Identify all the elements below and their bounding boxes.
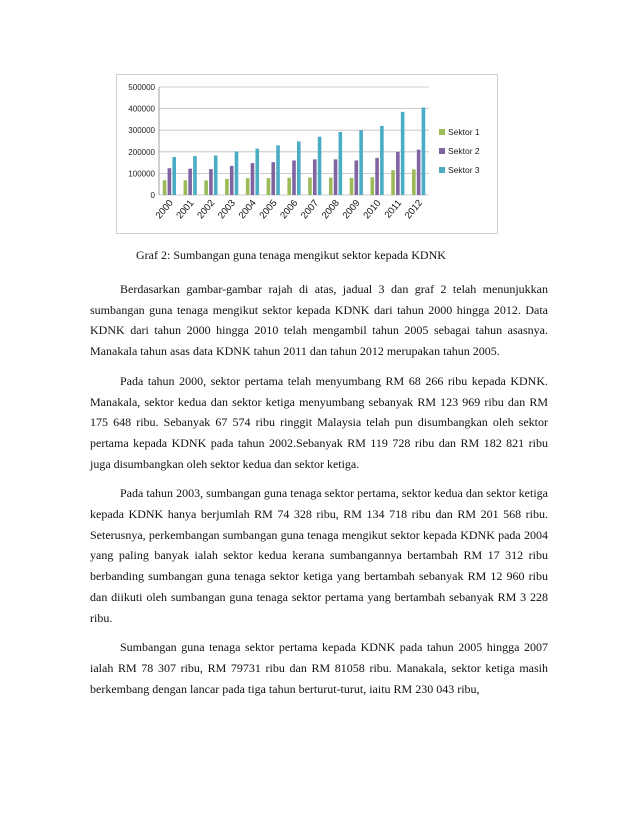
x-tick-label: 2003 [215, 197, 238, 222]
legend-swatch [439, 148, 445, 154]
y-tick-label: 100000 [128, 169, 155, 179]
x-tick-label: 2006 [278, 197, 301, 222]
bar-sektor-2-2006 [292, 160, 296, 195]
bar-sektor-2-2002 [209, 169, 213, 195]
x-tick-label: 2010 [361, 197, 384, 222]
paragraph: Pada tahun 2003, sumbangan guna tenaga sektor pertama, sektor kedua dan sektor ketiga kepada KDNK hanya berjumlah RM 74 328 ribu, RM 134 718 ribu dan RM 201 568 ribu. Seterusnya, perkembangan sumbangan guna tenaga mengikut sektor kepada KDNK pada 2004 yang paling banyak ialah sektor kedua kerana sumbangannya bertambah RM 17 312 ribu berbanding sumbangan guna tenaga sektor ketiga yang bertambah sebanyak RM 12 960 ribu dan diikuti oleh sumbangan guna tenaga sektor pertama yang bertambah sebanyak RM 3 228 ribu. [90, 486, 548, 625]
bar-sektor-1-2002 [204, 180, 208, 195]
bar-sektor-2-2008 [334, 159, 338, 195]
legend-label: Sektor 3 [448, 165, 480, 175]
bar-sektor-2-2000 [168, 168, 172, 195]
bar-sektor-3-2007 [318, 137, 322, 195]
bar-sektor-2-2003 [230, 166, 234, 195]
body-text [90, 279, 548, 708]
y-tick-label: 200000 [128, 147, 155, 157]
paragraph: Berdasarkan gambar-gambar rajah di atas, jadual 3 dan graf 2 telah menunjukkan sumbangan guna tenaga mengikut sektor kepada KDNK dari tahun 2000 hingga 2012. Data KDNK dari tahun 2000 hingga 2010 telah mengambil tahun 2005 sebagai tahun asasnya. Manakala tahun asas data KDNK tahun 2011 dan tahun 2012 merupakan tahun 2005. [90, 282, 548, 359]
bar-sektor-1-2008 [329, 178, 333, 195]
paragraph: Sumbangan guna tenaga sektor pertama kepada KDNK pada tahun 2005 hingga 2007 ialah RM 78 307 ribu, RM 79731 ribu dan RM 81058 ribu. Manakala, sektor ketiga masih berkembang dengan lancar pada tiga tahun berturut-turut, iaitu RM 230 043 ribu, [90, 640, 548, 696]
bar-sektor-3-2004 [255, 149, 259, 195]
legend-swatch [439, 129, 445, 135]
bar-sektor-2-2004 [251, 163, 255, 195]
x-tick-label: 2009 [340, 197, 363, 222]
bar-sektor-1-2011 [391, 170, 395, 195]
paragraph: Pada tahun 2000, sektor pertama telah menyumbang RM 68 266 ribu kepada KDNK. Manakala, sektor kedua dan sektor ketiga menyumbang sebanyak RM 123 969 ribu dan RM 175 648 ribu. Sebanyak 67 574 ribu ringgit Malaysia telah pun disumbangkan oleh sektor pertama kepada KDNK pada tahun 2002.Sebanyak RM 119 728 ribu dan RM 182 821 ribu juga disumbangkan oleh sektor kedua dan sektor ketiga. [90, 373, 548, 471]
y-tick-label: 300000 [128, 126, 155, 136]
bar-sektor-1-2006 [287, 178, 291, 195]
bar-sektor-1-2007 [308, 177, 312, 195]
bar-sektor-1-2010 [370, 177, 374, 195]
x-tick-label: 2001 [174, 197, 197, 222]
bar-sektor-3-2002 [214, 156, 218, 195]
x-tick-label: 2005 [257, 197, 280, 222]
bar-sektor-1-2012 [412, 169, 416, 195]
bar-sektor-2-2009 [355, 160, 359, 195]
bar-sektor-2-2011 [396, 152, 400, 195]
bar-sektor-1-2003 [225, 179, 229, 195]
bar-sektor-1-2005 [267, 178, 271, 195]
bar-sektor-2-2005 [271, 162, 275, 195]
bar-sektor-1-2009 [350, 178, 354, 195]
x-tick-label: 2011 [382, 197, 405, 221]
y-tick-label: 500000 [128, 83, 155, 92]
legend-label: Sektor 2 [448, 146, 480, 156]
bar-sektor-3-2012 [422, 108, 426, 195]
bar-sektor-3-2006 [297, 141, 301, 195]
y-tick-label: 0 [150, 191, 155, 200]
bar-sektor-1-2001 [184, 180, 188, 195]
bar-sektor-3-2009 [359, 130, 363, 195]
legend-label: Sektor 1 [448, 127, 480, 137]
bar-sektor-2-2007 [313, 159, 317, 195]
bar-sektor-1-2004 [246, 178, 250, 195]
x-tick-label: 2007 [299, 197, 322, 222]
bar-sektor-3-2003 [235, 151, 239, 195]
figure-caption: Graf 2: Sumbangan guna tenaga mengikut sektor kepada KDNK [136, 248, 446, 262]
bar-sektor-2-2001 [188, 169, 192, 195]
bar-sektor-3-2008 [339, 132, 343, 195]
y-tick-label: 400000 [128, 104, 155, 114]
bar-sektor-2-2010 [375, 158, 379, 195]
bar-sektor-3-2001 [193, 156, 197, 195]
bar-sektor-3-2011 [401, 112, 405, 195]
legend-swatch [439, 167, 445, 173]
x-tick-label: 2008 [319, 197, 342, 222]
bar-sektor-1-2000 [163, 180, 167, 195]
x-tick-label: 2012 [402, 197, 425, 222]
bar-sektor-3-2010 [380, 126, 384, 195]
bar-sektor-3-2000 [172, 157, 176, 195]
bar-chart [117, 75, 497, 233]
x-tick-label: 2002 [195, 197, 218, 222]
chart-frame [116, 74, 498, 234]
x-tick-label: 2000 [153, 197, 176, 222]
x-tick-label: 2004 [236, 197, 259, 222]
bar-sektor-3-2005 [276, 145, 280, 195]
bar-sektor-2-2012 [417, 150, 421, 195]
